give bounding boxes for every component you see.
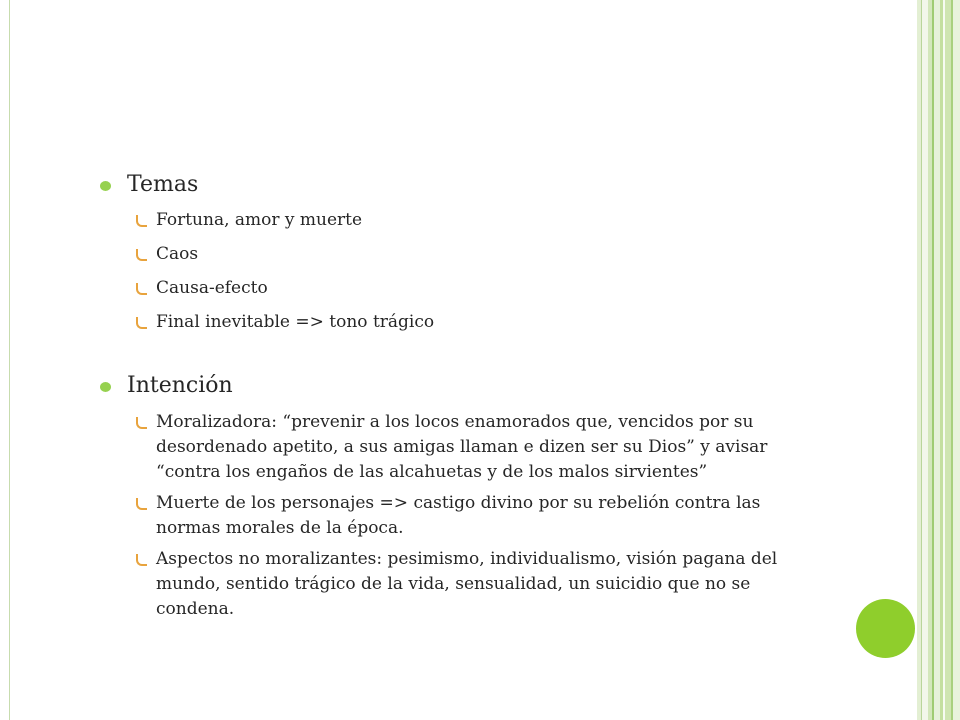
bullet-dot-icon (100, 382, 111, 392)
list-item-text: Muerte de los personajes => castigo divino por su rebelión contra las normas morales de la época. (156, 493, 761, 538)
sub-bullet-icon (136, 243, 148, 259)
sub-bullet-icon (136, 311, 148, 327)
section-heading-temas (100, 170, 820, 200)
list-item (136, 242, 820, 267)
sub-bullet-icon (136, 277, 148, 293)
list-item-text: Fortuna, amor y muerte (156, 210, 363, 230)
accent-circle (856, 599, 915, 658)
list-item-text: Causa-efecto (156, 278, 268, 298)
list-item (136, 276, 820, 301)
sub-bullet-icon (136, 492, 148, 508)
sub-bullet-icon (136, 209, 148, 225)
bullet-dot-icon (100, 181, 111, 191)
list-item-text: Final inevitable => tono trágico (156, 312, 435, 332)
slide-body (100, 170, 820, 622)
list-item (136, 491, 820, 541)
section-heading-intencion (100, 371, 820, 401)
list-item (136, 310, 820, 335)
list-item-text: Aspectos no moralizantes: pesimismo, individualismo, visión pagana del mundo, sentido trágico de la vida, sensualidad, un suicidio que no se condena. (156, 549, 778, 619)
left-margin (0, 0, 9, 720)
heading-text: Temas (127, 172, 199, 197)
list-item-text: Moralizadora: “prevenir a los locos enamorados que, vencidos por su desordenado apetito, a sus amigas llaman e dizen ser su Dios” y avisar “contra los engaños de las alcahuetas y de los malos sirvientes” (156, 412, 768, 482)
decor-stripe (953, 0, 960, 720)
list-item (136, 410, 820, 485)
heading-text: Intención (127, 373, 233, 398)
left-border-line (9, 0, 10, 720)
sub-bullet-icon (136, 548, 148, 564)
list-item (136, 547, 820, 622)
list-item-text: Caos (156, 244, 199, 264)
sub-bullet-icon (136, 411, 148, 427)
list-item (136, 208, 820, 233)
